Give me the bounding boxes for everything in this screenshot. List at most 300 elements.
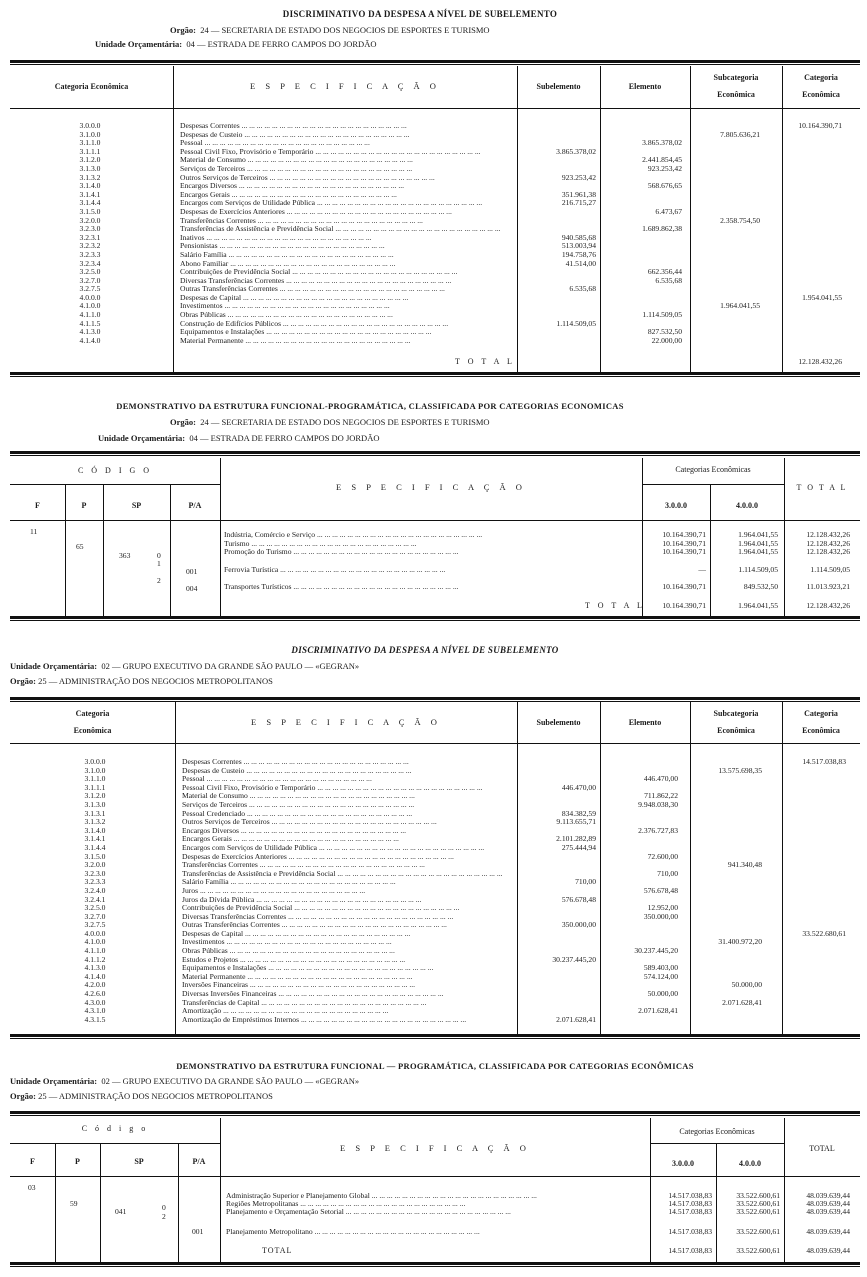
s1-categoria-17 [784,268,842,277]
s4-header-especificacao: E S P E C I F I C A Ç Ã O [340,1143,530,1153]
s3-subelemento-19: 350.000,00 [561,921,596,930]
s1-subelemento-16: 41.514,00 [565,259,596,268]
s3-spec-13: Transferências de Assistência e Previdência Social ... ... ... ... ... ... ... ... ... ... ... ... ... ... ... ... ... ... ... ... ... ... [182,869,503,878]
s3-code-26: 4.2.0.0 [84,981,106,990]
s4-table-3000-2: 14.517.038,83 [668,1207,712,1216]
s3-subcategoria-27 [692,990,762,999]
s4-table-3000-1: 14.517.038,83 [668,1199,712,1208]
s2-code-sub-2: 2 [157,576,161,585]
s1-subelemento-14: 513.003,94 [561,242,596,251]
s3-subcategoria-19 [692,921,762,930]
s1-categoria-9 [784,199,842,208]
s1-elemento-11 [602,217,682,226]
s2-header-4000: 4.0.0.0 [736,501,758,510]
s2-code-pa-1: 004 [186,584,198,593]
section-4-title: DEMONSTRATIVO DA ESTRUTURA FUNCIONAL — PROGRAMÁTICA, CLASSIFICADA POR CATEGORIAS ECONÔMICAS [176,1061,694,1071]
s3-categoria-1 [784,767,846,776]
s1-code-24: 4.1.3.0 [79,328,101,337]
s1-code-2: 3.1.1.0 [79,139,101,148]
s3-subcategoria-21: 31.400.972,20 [718,938,762,947]
s3-categoria-9 [784,835,846,844]
s1-spec-23: Construção de Edifícios Públicos ... ... ... ... ... ... ... ... ... ... ... ... ... ... ... ... ... ... ... ... ... ... [180,319,449,328]
s1-spec-21: Investimentos ... ... ... ... ... ... ... ... ... ... ... ... ... ... ... ... ... ... ... ... ... ... [180,302,390,311]
s1-subcategoria-5 [692,165,760,174]
s3-subelemento-23: 30.237.445,20 [552,955,596,964]
s3-subcategoria-29 [692,1007,762,1016]
s3-categoria-10 [784,844,846,853]
section-3-categoria-values [784,758,846,1024]
s1-subcategoria-21: 1.964.041,55 [720,302,760,311]
s1-categoria-6 [784,174,842,183]
s3-categoria-16 [784,896,846,905]
s3-subcategoria-23 [692,956,762,965]
s1-code-17: 3.2.5.0 [79,268,101,277]
s3-subcategoria-8 [692,827,762,836]
header-subelemento: Subelemento [536,82,581,91]
s1-subcategoria-3 [692,148,760,157]
s3-header-categoria-right: Categoria Econômica [802,709,840,735]
s4-table-3000-3: 14.517.038,83 [668,1227,712,1236]
s1-subcategoria-12 [692,225,760,234]
s1-categoria-3 [784,148,842,157]
s3-spec-25: Material Permanente ... ... ... ... ... ... ... ... ... ... ... ... ... ... ... ... ... ... ... ... ... ... [182,972,413,981]
s3-categoria-21 [784,938,846,947]
s4-header-categorias: Categorias Econômicas [679,1127,755,1136]
s3-spec-11: Despesas de Exercícios Anteriores ... ... ... ... ... ... ... ... ... ... ... ... ... ... ... ... ... ... ... ... ... ... [182,852,454,861]
s3-subcategoria-15 [692,887,762,896]
s1-categoria-24 [784,328,842,337]
s3-subelemento-6: 834.382,59 [561,809,596,818]
s1-categoria-22 [784,311,842,320]
s3-header-subelemento: Subelemento [536,718,581,727]
s1-subcategoria-16 [692,260,760,269]
s3-subelemento-28 [518,999,596,1008]
s3-elemento-0 [602,758,678,767]
s1-elemento-24: 827.532,50 [647,328,682,337]
s2-table-spec-0: Indústria, Comércio e Serviço ... ... ... ... ... ... ... ... ... ... ... ... ... ... ... ... ... ... ... ... ... ... [224,530,483,539]
s4-header-p: P [75,1157,80,1166]
s3-subelemento-20 [518,930,596,939]
s3-categoria-12 [784,861,846,870]
s1-subcategoria-23 [692,320,760,329]
s1-subelemento-11 [518,217,596,226]
s3-spec-17: Contribuições de Previdência Social ... ... ... ... ... ... ... ... ... ... ... ... ... ... ... ... ... ... ... ... ... ... [182,904,460,913]
s1-code-18: 3.2.7.0 [79,276,101,285]
s1-code-5: 3.1.3.0 [79,164,101,173]
s3-elemento-7 [602,818,678,827]
s3-elemento-21 [602,938,678,947]
s3-categoria-0: 14.517.038,83 [802,758,846,766]
s3-code-8: 3.1.4.0 [84,826,106,835]
s3-subcategoria-0 [692,758,762,767]
s3-categoria-13 [784,870,846,879]
s3-subelemento-15 [518,887,596,896]
s1-code-7: 3.1.4.0 [79,182,101,191]
s3-subcategoria-5 [692,801,762,810]
s3-subelemento-14: 710,00 [575,878,596,887]
s2-total-3000: 10.164.390,71 [662,601,706,610]
s1-elemento-13 [602,234,682,243]
s1-elemento-0 [602,122,682,131]
s1-code-20: 4.0.0.0 [79,293,101,302]
s3-elemento-13: 710,00 [657,869,678,878]
s3-code-6: 3.1.3.1 [84,809,106,818]
s4-table-4000-0: 33.522.600,61 [736,1191,780,1200]
s1-categoria-23 [784,320,842,329]
s1-spec-22: Obras Públicas ... ... ... ... ... ... ... ... ... ... ... ... ... ... ... ... ... ... ... ... ... ... [180,311,393,320]
s1-subelemento-22 [518,311,596,320]
s3-subcategoria-7 [692,818,762,827]
s3-code-7: 3.1.3.2 [84,818,106,827]
s3-code-9: 3.1.4.1 [84,835,106,844]
s3-categoria-18 [784,913,846,922]
s4-code-sub-0: 0 [162,1203,166,1212]
s1-subelemento-0 [518,122,596,131]
s3-code-0: 3.0.0.0 [84,758,106,766]
s3-subcategoria-10 [692,844,762,853]
s3-elemento-3 [602,784,678,793]
s2-header-sp: SP [131,501,142,510]
s4-table-4000-1: 33.522.600,61 [736,1199,780,1208]
s1-categoria-0: 10.164.390,71 [798,122,842,130]
s3-elemento-4: 711.862,22 [644,792,678,801]
s3-spec-21: Investimentos ... ... ... ... ... ... ... ... ... ... ... ... ... ... ... ... ... ... ... ... ... ... [182,938,392,947]
s1-spec-5: Serviços de Terceiros ... ... ... ... ... ... ... ... ... ... ... ... ... ... ... ... ... ... ... ... ... ... [180,164,413,173]
s1-subelemento-2 [518,139,596,148]
s3-categoria-3 [784,784,846,793]
s3-header-elemento: Elemento [628,718,662,727]
s3-spec-12: Transferências Correntes ... ... ... ... ... ... ... ... ... ... ... ... ... ... ... ... ... ... ... ... ... ... [182,861,425,870]
s1-code-8: 3.1.4.1 [79,190,101,199]
s4-table-total-2: 48.039.639,44 [806,1207,850,1216]
s1-categoria-4 [784,156,842,165]
s3-subelemento-26 [518,981,596,990]
s3-code-1: 3.1.0.0 [84,766,106,775]
s2-table-total-0: 12.128.432,26 [806,530,850,539]
s3-header-especificacao: E S P E C I F I C A Ç Ã O [251,717,441,727]
s1-categoria-21 [784,302,842,311]
section-1-unidade: Unidade Orçamentária: 04 — ESTRADA DE FERRO CAMPOS DO JORDÃO [95,39,377,49]
s2-table-3000-0: 10.164.390,71 [662,530,706,539]
s1-code-0: 3.0.0.0 [79,122,101,130]
s3-subelemento-22 [518,947,596,956]
s3-spec-28: Transferências de Capital ... ... ... ... ... ... ... ... ... ... ... ... ... ... ... ... ... ... ... ... ... ... [182,998,427,1007]
s1-elemento-10: 6.473,67 [655,207,682,216]
section-1-categoria-values [784,122,842,345]
s1-spec-9: Encargos com Serviços de Utilidade Pública ... ... ... ... ... ... ... ... ... ... ... ... ... ... ... ... ... ... ... ... ... ... [180,199,483,208]
s1-subcategoria-2 [692,139,760,148]
s2-table-spec-3: Ferrovia Turística ... ... ... ... ... ... ... ... ... ... ... ... ... ... ... ... ... ... ... ... ... ... [224,565,446,574]
s4-header-sp: SP [134,1157,144,1166]
s1-categoria-13 [784,234,842,243]
s2-table-3000-3: — [698,565,706,574]
s3-elemento-16 [602,896,678,905]
s1-code-15: 3.2.3.3 [79,250,101,259]
s1-subelemento-25 [518,337,596,346]
section-3-elemento-values [602,758,678,1024]
s1-elemento-6 [602,174,682,183]
s3-elemento-18: 350.000,00 [643,912,678,921]
s3-subelemento-24 [518,964,596,973]
s3-spec-19: Outras Transferências Correntes ... ... ... ... ... ... ... ... ... ... ... ... ... ... ... ... ... ... ... ... ... ... [182,921,447,930]
s3-elemento-30 [602,1016,678,1025]
s4-table-spec-3: Planejamento Metropolitano ... ... ... ... ... ... ... ... ... ... ... ... ... ... ... ... ... ... ... ... ... ... [226,1227,480,1236]
s1-elemento-25: 22.000,00 [651,336,682,345]
s3-subelemento-30: 2.071.628,41 [556,1015,596,1024]
s1-elemento-16 [602,260,682,269]
s3-categoria-6 [784,810,846,819]
s3-categoria-27 [784,990,846,999]
s1-subelemento-7 [518,182,596,191]
section-1-codes [50,122,130,345]
section-3-subcategoria-values [692,758,762,1024]
s3-subcategoria-22 [692,947,762,956]
s1-subcategoria-13 [692,234,760,243]
s1-categoria-25 [784,337,842,346]
s1-elemento-5: 923.253,42 [647,164,682,173]
s3-categoria-24 [784,964,846,973]
s1-spec-13: Inativos ... ... ... ... ... ... ... ... ... ... ... ... ... ... ... ... ... ... ... ... ... ... [180,233,372,242]
s3-subelemento-1 [518,767,596,776]
s2-table-spec-4: Transportes Turísticos ... ... ... ... ... ... ... ... ... ... ... ... ... ... ... ... ... ... ... ... ... ... [224,582,459,591]
s3-subcategoria-14 [692,878,762,887]
s3-categoria-4 [784,792,846,801]
header-elemento: Elemento [628,82,662,91]
section-2-demonstrativo [10,400,860,622]
s3-subcategoria-11 [692,853,762,862]
s3-subcategoria-28: 2.071.628,41 [722,998,762,1007]
s2-header-total: T O T A L [796,483,848,492]
section-1-orgao: Orgão: 24 — SECRETARIA DE ESTADO DOS NEGOCIOS DE ESPORTES E TURISMO [170,25,490,35]
s3-subelemento-25 [518,973,596,982]
s1-subcategoria-11: 2.358.754,50 [720,216,760,225]
s1-subelemento-12 [518,225,596,234]
s2-table-4000-0: 1.964.041,55 [738,530,778,539]
s3-subelemento-8 [518,827,596,836]
header-especificacao: E S P E C I F I C A Ç Ã O [250,81,440,91]
s3-categoria-7 [784,818,846,827]
section-3-specs [182,758,512,1024]
s1-spec-10: Despesas de Exercícios Anteriores ... ... ... ... ... ... ... ... ... ... ... ... ... ... ... ... ... ... ... ... ... ... [180,207,452,216]
s3-subcategoria-26: 50.000,00 [731,981,762,990]
s1-elemento-21 [602,302,682,311]
s3-spec-9: Encargos Gerais ... ... ... ... ... ... ... ... ... ... ... ... ... ... ... ... ... ... ... ... ... ... [182,835,399,844]
s3-spec-15: Juros ... ... ... ... ... ... ... ... ... ... ... ... ... ... ... ... ... ... ... ... ... ... [182,886,366,895]
s4-code-pa-0: 001 [192,1227,204,1236]
s1-elemento-12: 1.689.862,38 [642,225,682,234]
s3-code-5: 3.1.3.0 [84,800,106,809]
s1-elemento-19 [602,285,682,294]
s3-elemento-10 [602,844,678,853]
s3-subcategoria-24 [692,964,762,973]
s3-code-27: 4.2.6.0 [84,990,106,999]
header-categoria-economica: Categoria Econômica [54,82,129,91]
s1-spec-4: Material de Consumo ... ... ... ... ... ... ... ... ... ... ... ... ... ... ... ... ... ... ... ... ... ... [180,156,413,165]
s3-code-14: 3.2.3.3 [84,878,106,887]
s3-code-12: 3.2.0.0 [84,861,106,870]
s1-spec-25: Material Permanente ... ... ... ... ... ... ... ... ... ... ... ... ... ... ... ... ... ... ... ... ... ... [180,336,411,345]
s3-elemento-14 [602,878,678,887]
s1-spec-7: Encargos Diversos ... ... ... ... ... ... ... ... ... ... ... ... ... ... ... ... ... ... ... ... ... ... [180,182,405,191]
s1-subcategoria-22 [692,311,760,320]
s1-code-23: 4.1.1.5 [79,319,101,328]
s3-spec-27: Diversas Inversões Financeiras ... ... ... ... ... ... ... ... ... ... ... ... ... ... ... ... ... ... ... ... ... ... [182,990,444,999]
s4-table-spec-1: Regiões Metropolitanas ... ... ... ... ... ... ... ... ... ... ... ... ... ... ... ... ... ... ... ... ... ... [226,1199,466,1208]
s2-code-pa-0: 001 [186,567,198,576]
section-4-demonstrativo [10,1060,860,1272]
s3-spec-5: Serviços de Terceiros ... ... ... ... ... ... ... ... ... ... ... ... ... ... ... ... ... ... ... ... ... ... [182,800,415,809]
s1-code-13: 3.2.3.1 [79,233,101,242]
s1-code-19: 3.2.7.5 [79,285,101,294]
s2-code-f: 11 [30,527,38,536]
s3-elemento-8: 2.376.727,83 [638,826,678,835]
s1-code-9: 3.1.4.4 [79,199,101,208]
s3-subcategoria-20 [692,930,762,939]
s1-subcategoria-6 [692,174,760,183]
s2-code-sp: 363 [119,551,131,560]
s3-code-22: 4.1.1.0 [84,947,106,956]
s1-subcategoria-25 [692,337,760,346]
section-1-title: DISCRIMINATIVO DA DESPESA A NÍVEL DE SUBELEMENTO [282,9,558,19]
s1-categoria-16 [784,260,842,269]
s3-code-28: 4.3.0.0 [84,998,106,1007]
s1-subcategoria-20 [692,294,760,303]
s1-subcategoria-7 [692,182,760,191]
s3-subcategoria-4 [692,792,762,801]
s3-code-2: 3.1.1.0 [84,775,106,784]
s1-subcategoria-4 [692,156,760,165]
s1-subelemento-3: 3.865.378,02 [556,147,596,156]
s1-subcategoria-9 [692,199,760,208]
s3-subcategoria-13 [692,870,762,879]
s1-elemento-15 [602,251,682,260]
s2-total-total: 12.128.432,26 [806,601,850,610]
s3-code-23: 4.1.1.2 [84,955,106,964]
s3-code-11: 3.1.5.0 [84,852,106,861]
s3-subelemento-17 [518,904,596,913]
s1-categoria-2 [784,139,842,148]
s2-table-3000-4: 10.164.390,71 [662,582,706,591]
s2-total-4000: 1.964.041,55 [738,601,778,610]
s3-categoria-30 [784,1016,846,1025]
section-3-codes [55,758,135,1024]
s1-spec-6: Outros Serviços de Terceiros ... ... ... ... ... ... ... ... ... ... ... ... ... ... ... ... ... ... ... ... ... ... [180,173,435,182]
s1-code-14: 3.2.3.2 [79,242,101,251]
s2-header-3000: 3.0.0.0 [665,501,687,510]
s3-code-13: 3.2.3.0 [84,869,106,878]
s3-spec-23: Estudos e Projetos ... ... ... ... ... ... ... ... ... ... ... ... ... ... ... ... ... ... ... ... ... ... [182,955,406,964]
s3-subcategoria-17 [692,904,762,913]
s1-categoria-18 [784,277,842,286]
s1-code-12: 3.2.3.0 [79,225,101,234]
s2-header-codigo: C Ó D I G O [77,466,153,475]
s3-elemento-15: 576.678,48 [643,886,678,895]
s3-spec-14: Salário Família ... ... ... ... ... ... ... ... ... ... ... ... ... ... ... ... ... ... ... ... ... ... [182,878,396,887]
s2-table-spec-2: Promoção do Turismo ... ... ... ... ... ... ... ... ... ... ... ... ... ... ... ... ... ... ... ... ... ... [224,547,459,556]
s1-elemento-20 [602,294,682,303]
s3-categoria-14 [784,878,846,887]
s3-subelemento-9: 2.101.282,89 [556,835,596,844]
s4-total-3000: 14.517.038,83 [668,1246,712,1255]
s2-code-sub-1: 1 [157,559,161,568]
s1-code-10: 3.1.5.0 [79,207,101,216]
s3-subelemento-4 [518,792,596,801]
s3-code-16: 3.2.4.1 [84,895,106,904]
s1-subelemento-18 [518,277,596,286]
s3-subcategoria-1: 13.575.698,35 [718,766,762,775]
s3-elemento-5: 9.948.038,30 [638,800,678,809]
s3-elemento-17: 12.952,00 [647,904,678,913]
s1-elemento-2: 3.865.378,02 [642,139,682,148]
s1-code-25: 4.1.4.0 [79,336,101,345]
section-1-subelemento-values [518,122,596,345]
s3-elemento-2: 446.470,00 [643,775,678,784]
s1-subelemento-8: 351.961,38 [561,190,596,199]
s3-code-17: 3.2.5.0 [84,904,106,913]
s1-subcategoria-17 [692,268,760,277]
s1-categoria-1 [784,131,842,140]
s2-table-total-4: 11.013.923,21 [806,582,850,591]
s1-spec-14: Pensionistas ... ... ... ... ... ... ... ... ... ... ... ... ... ... ... ... ... ... ... ... ... ... [180,242,385,251]
s2-table-4000-2: 1.964.041,55 [738,547,778,556]
s3-elemento-26 [602,981,678,990]
s1-spec-3: Pessoal Civil Fixo, Provisório e Temporário ... ... ... ... ... ... ... ... ... ... ... ... ... ... ... ... ... ... ... ... ... ... [180,147,481,156]
s3-categoria-29 [784,1007,846,1016]
s4-code-f: 03 [28,1183,36,1192]
s3-spec-18: Diversas Transferências Correntes ... ... ... ... ... ... ... ... ... ... ... ... ... ... ... ... ... ... ... ... ... ... [182,912,454,921]
s3-subelemento-16: 576.678,48 [561,895,596,904]
s4-header-3000: 3.0.0.0 [672,1159,694,1168]
s2-table-total-1: 12.128.432,26 [806,539,850,548]
s2-header-pa: P/A [188,501,202,510]
section-1-elemento-values [602,122,682,345]
s1-spec-1: Despesas de Custeio ... ... ... ... ... ... ... ... ... ... ... ... ... ... ... ... ... ... ... ... ... ... [180,130,410,139]
s1-code-4: 3.1.2.0 [79,156,101,165]
s1-subelemento-6: 923.253,42 [561,173,596,182]
s4-table-total-3: 48.039.639,44 [806,1227,850,1236]
s4-header-4000: 4.0.0.0 [739,1159,761,1168]
s3-spec-0: Despesas Correntes ... ... ... ... ... ... ... ... ... ... ... ... ... ... ... ... ... ... ... ... ... ... [182,758,409,766]
s3-subcategoria-9 [692,835,762,844]
s4-code-sp: 041 [115,1207,127,1216]
s1-elemento-9 [602,199,682,208]
s1-categoria-11 [784,217,842,226]
s3-subelemento-5 [518,801,596,810]
s3-elemento-24: 589.403,00 [643,964,678,973]
s1-elemento-3 [602,148,682,157]
s3-elemento-22: 30.237.445,20 [634,947,678,956]
s2-table-3000-2: 10.164.390,71 [662,547,706,556]
header-subcategoria: Subcategoria Econômica [713,73,759,99]
s3-subelemento-21 [518,938,596,947]
s1-code-22: 4.1.1.0 [79,311,101,320]
section-3-discriminativo [10,644,860,1040]
s1-elemento-4: 2.441.854,45 [642,156,682,165]
s1-subelemento-9: 216.715,27 [561,199,596,208]
s1-subelemento-1 [518,131,596,140]
s1-categoria-8 [784,191,842,200]
s3-elemento-25: 574.124,00 [643,972,678,981]
s4-table-total-1: 48.039.639,44 [806,1199,850,1208]
s3-code-10: 3.1.4.4 [84,843,106,852]
s3-categoria-15 [784,887,846,896]
s3-code-21: 4.1.0.0 [84,938,106,947]
s3-spec-22: Obras Públicas ... ... ... ... ... ... ... ... ... ... ... ... ... ... ... ... ... ... ... ... ... ... [182,947,395,956]
s4-table-3000-0: 14.517.038,83 [668,1191,712,1200]
s3-subelemento-27 [518,990,596,999]
s3-spec-7: Outros Serviços de Terceiros ... ... ... ... ... ... ... ... ... ... ... ... ... ... ... ... ... ... ... ... ... ... [182,818,437,827]
s2-table-total-3: 1.114.509,05 [810,565,850,574]
